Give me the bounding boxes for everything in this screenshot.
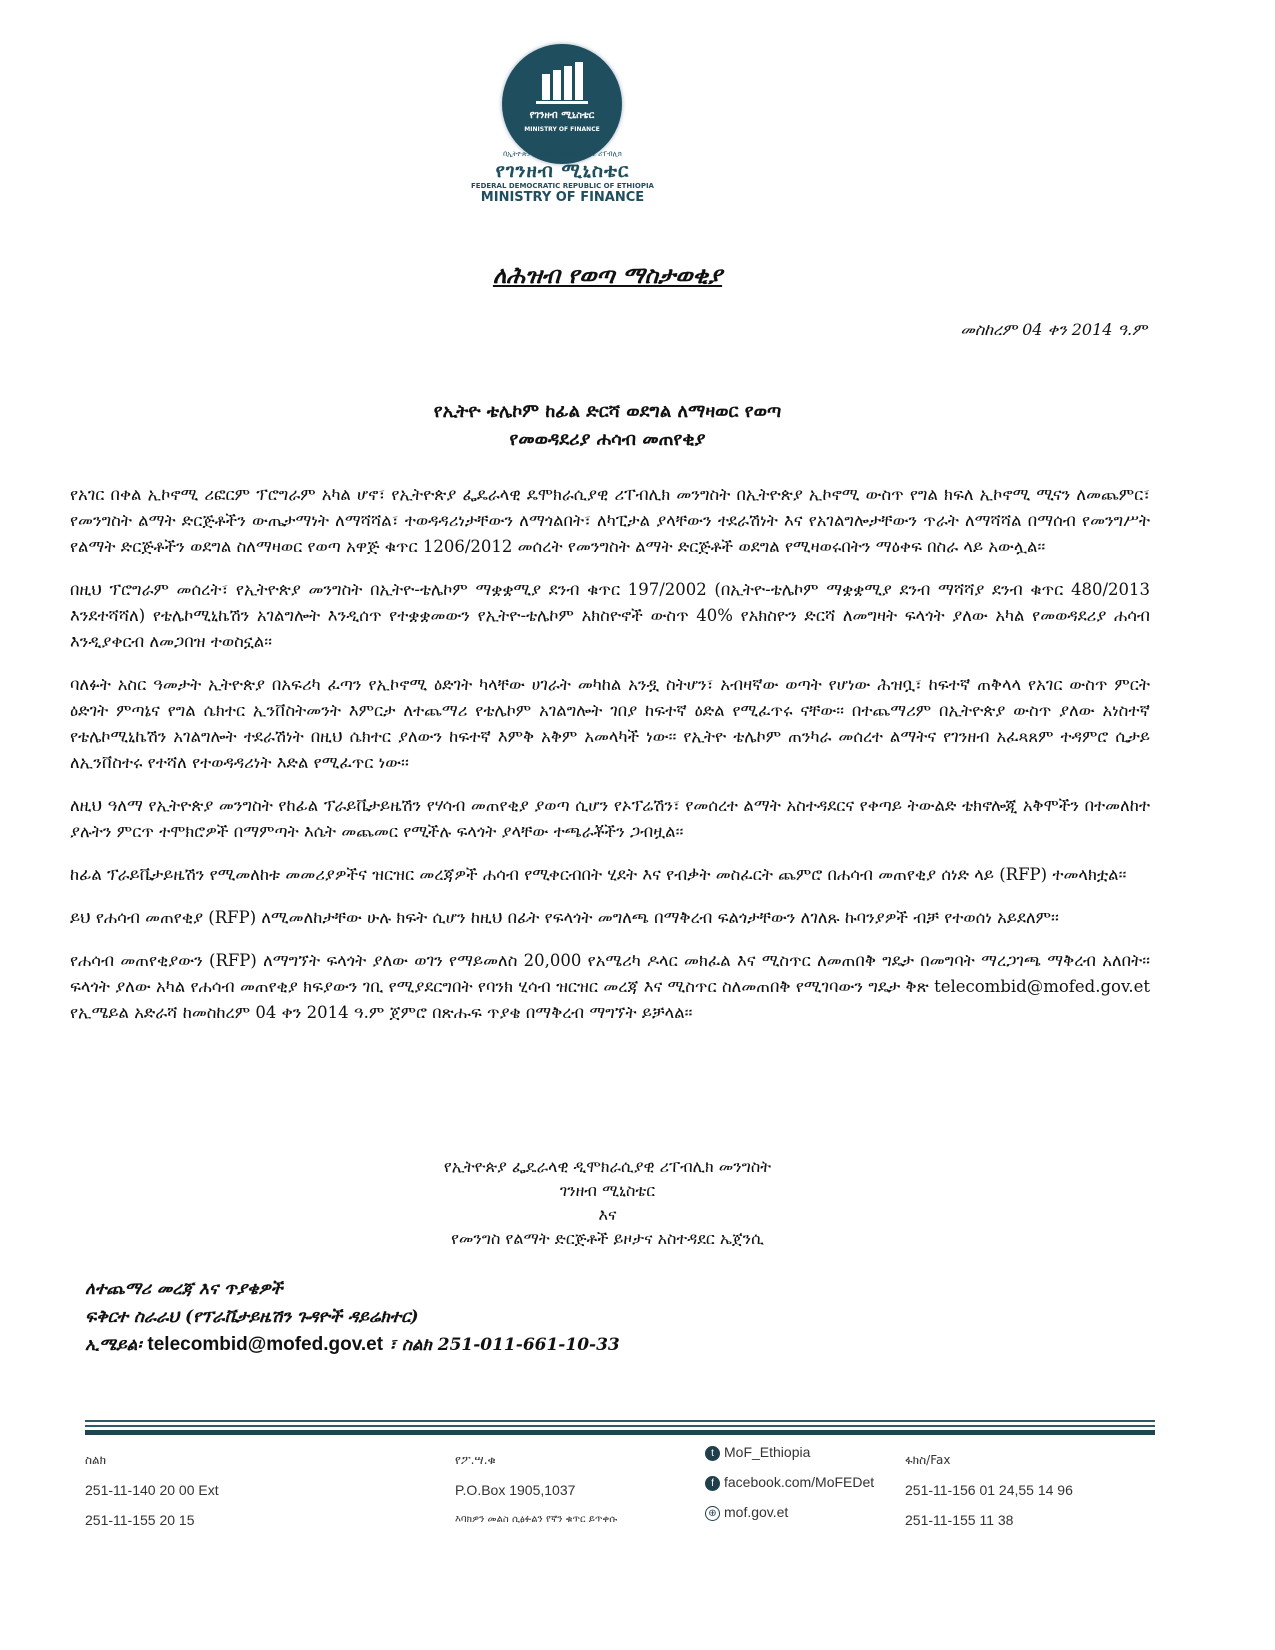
paragraph: የሐሳብ መጠየቂያውን (RFP) ለማግኘት ፍላጎት ያለው ወገን የማይመለስ 20,000 የአሜሪካ ዶላር መክፈል እና ሚስጥር ለመጠበቅ ግዴታ በመግባት ማረጋገጫ ማቅረብ አለበት፡፡ ፍላጎት ያለው አካል የሐሳብ መጠየቂያ ክፍያውን ገቢ የሚያደርግበት የባንክ ሂሳብ ዝርዝር መረጃ እና ሚስጥር ስለመጠበቅ የሚገባውን ግዴታ ቅጽ telecombid@mofed.gov.et የኢሜይል አድራሻ ከመስከረም 04 ቀን 2014 ዓ.ም ጀምሮ በጽሑፍ ጥያቄ በማቅረብ ማግኘት ይቻላል፡፡	[70, 951, 1150, 1022]
paragraph: የአገር በቀል ኢኮኖሚ ሪፎርም ፕሮግራም አካል ሆኖ፣ የኢትዮጵያ ፌዴራላዊ ዴሞክራሲያዊ ሪፐብሊክ መንግስት በኢትዮጵያ ኢኮኖሚ ውስጥ የግል ክፍለ ኢኮኖሚ ሚናን ለመጨምር፣ የመንግስት ልማት ድርጅቶችን ውጤታማነት ለማሻሻል፣ ተወዳዳሪነታቸውን ለማጎልበት፣ ለካፒታል ያላቸውን ተደራሽነት እና የአገልግሎታቸውን ጥራት ለማሻሻል በማሰብ የመንግሥት የልማት ድርጅቶችን ወደግል ስለማዛወር የወጣ አዋጅ ቁጥር 1206/2012 መሰረት የመንግስት ልማት ድርጅቶች ወደግል የሚዛወሩበትን ማዕቀፍ በስራ ላይ አውሏል፡፡	[70, 485, 1150, 556]
paragraph: በዚህ ፕሮግራም መሰረት፣ የኢትዮጵያ መንግስት በኢትዮ-ቴሌኮም ማቋቋሚያ ደንብ ቁጥር 197/2002 (በኢትዮ-ቴሌኮም ማቋቋሚያ ደንብ ማሻሻያ ደንብ ቁጥር 480/2013 እንደተሻሻለ) የቴሌኮሚኒኬሽን አገልግሎት እንዲሰጥ የተቋቋመውን የኢትዮ-ቴሌኮም አክስዮኖች ውስጥ 40% የአክስዮን ድርሻ ለመግዛት ፍላጎት ያለው አካል የመወዳደሪያ ሐሳብ እንዲያቀርብ ለመጋበዝ ተወስኗል፡፡	[70, 580, 1150, 651]
document-title: ለሕዝብ የወጣ ማስታወቂያ	[492, 262, 723, 289]
twitter-link[interactable]: MoF_Ethiopia	[724, 1444, 811, 1460]
contact-block: ለተጨማሪ መረጃ እና ጥያቄዎች ፍቅርተ ስራራህ (የፕራቬታይዜሽን ጉዳዮች ዳይሬክተር) ኢሜይል፡ telecombid@mofed.gov.et ፣ ስልክ 251-011-661-10-33	[85, 1279, 620, 1355]
paragraph: ይህ የሐሳብ መጠየቂያ (RFP) ለሚመለከታቸው ሁሉ ክፍት ሲሆን ከዚህ በፊት የፍላጎት መግለጫ በማቅረብ ፍልጎታቸውን ለገለጹ ኩባንያዎች ብቻ የተወሰነ አይደለም፡፡	[70, 908, 1059, 927]
paragraph: ባለፉት አስር ዓመታት ኢትዮጵያ በአፍሪካ ፈጣን የኢኮኖሚ ዕድገት ካላቸው ሀገራት መካከል አንዷ ስትሆን፣ አብዛኛው ወጣት የሆነው ሕዝቧ፣ ከፍተኛ ጠቅላላ የአገር ውስጥ ምርት ዕድገት ምጣኔና የግል ሴክተር ኢንቨስትመንት እምርታ ለተጨማሪ የቴሌኮም አገልግሎት ገበያ ከፍተኛ ዕድል የሚፈጥሩ ናቸው፡፡ በተጨማሪም በኢትዮጵያ ውስጥ ያለው አነስተኛ የቴሌኮሚኒኬሽን አገልግሎት ተደራሽነት በዚህ ሴክተር ያለውን ከፍተኛ እምቅ አቅም አመላካች ነው፡፡ የኢትዮ ቴሌኮም ጠንካራ መሰረተ ልማትና የገንዘብ አፈጻጸም ተዳምሮ ሲታይ ለኢንቨስተሩ የተሻለ የተወዳዳሪነት እድል የሚፈጥር ነው፡፡	[70, 675, 1150, 772]
website-link[interactable]: mof.gov.et	[724, 1504, 789, 1520]
document-body	[70, 482, 1150, 1043]
contact-email-link[interactable]: telecombid@mofed.gov.et	[147, 1334, 384, 1355]
facebook-link[interactable]: facebook.com/MoFEDet	[724, 1474, 875, 1490]
paragraph: ለዚህ ዓለማ የኢትዮጵያ መንግስት የከፊል ፕራይቬታይዜሽን የሃሳብ መጠየቂያ ያወጣ ሲሆን የኦፕሬሽን፣ የመሰረተ ልማት አስተዳደርና የቀጣይ ትውልድ ቴክኖሎጂ አቅሞችን በተመለከተ ያሉትን ምርጥ ተሞክሮዎች በማምጣት እሴት መጨመር የሚችሉ ፍላጎት ያላቸው ተጫራቾችን ጋብዟል፡፡	[70, 796, 1150, 841]
subject-heading: የኢትዮ ቴሌኮም ከፊል ድርሻ ወደግል ለማዛወር የወጣ የመወዳደሪያ ሐሳብ መጠየቂያ	[433, 401, 782, 450]
footer-phone: ስልክ 251-11-140 20 00 Ext 251-11-155 20 15	[85, 1453, 219, 1528]
footer-pobox: የፖ.ሣ.ቁ P.O.Box 1905,1037 እባክዎን መልስ ሲፅፉልን የኛን ቁጥር ይጥቀሱ	[455, 1453, 618, 1525]
ministry-seal-logo: የገንዘብ ሚኒስቴር MINISTRY OF FINANCE	[502, 44, 622, 164]
footer-social	[705, 1437, 874, 1527]
twitter-icon: t	[705, 1446, 720, 1461]
footer-divider	[85, 1425, 1155, 1427]
globe-icon: ⊕	[705, 1506, 720, 1521]
building-icon	[502, 44, 622, 164]
ministry-brand: በኢትዮጵያ ፌዴራላዊ ዲሞክራሲያዊ ሪፐብሊክ የገንዘብ ሚኒስቴር FEDERAL DEMOCRATIC REPUBLIC OF ETHIOPIA MINISTRY OF FINANCE	[471, 150, 654, 205]
footer-divider	[85, 1420, 1155, 1422]
paragraph: ከፊል ፕራይቬታይዜሽን የሚመለከቱ መመሪያዎችና ዝርዝር መረጃዎች ሐሳብ የሚቀርብበት ሂደት እና የብቃት መስፈርት ጨምሮ በሐሳብ መጠየቂያ ሰነድ ላይ (RFP) ተመላክቷል፡፡	[70, 865, 1127, 884]
document-date: መስከረም 04 ቀን 2014 ዓ.ም	[960, 320, 1147, 339]
footer-fax: ፋክስ/Fax 251-11-156 01 24,55 14 96 251-11-155 11 38	[905, 1453, 1073, 1528]
footer-divider	[85, 1430, 1155, 1435]
signature-block: የኢትዮጵያ ፌዴራላዊ ዲሞክራሲያዊ ሪፐብሊክ መንግስት ገንዘብ ሚኒስቴር እና የመንግስ የልማት ድርጅቶች ይዞታና አስተዳደር ኤጀንሲ	[443, 1157, 772, 1248]
facebook-icon: f	[705, 1476, 720, 1491]
